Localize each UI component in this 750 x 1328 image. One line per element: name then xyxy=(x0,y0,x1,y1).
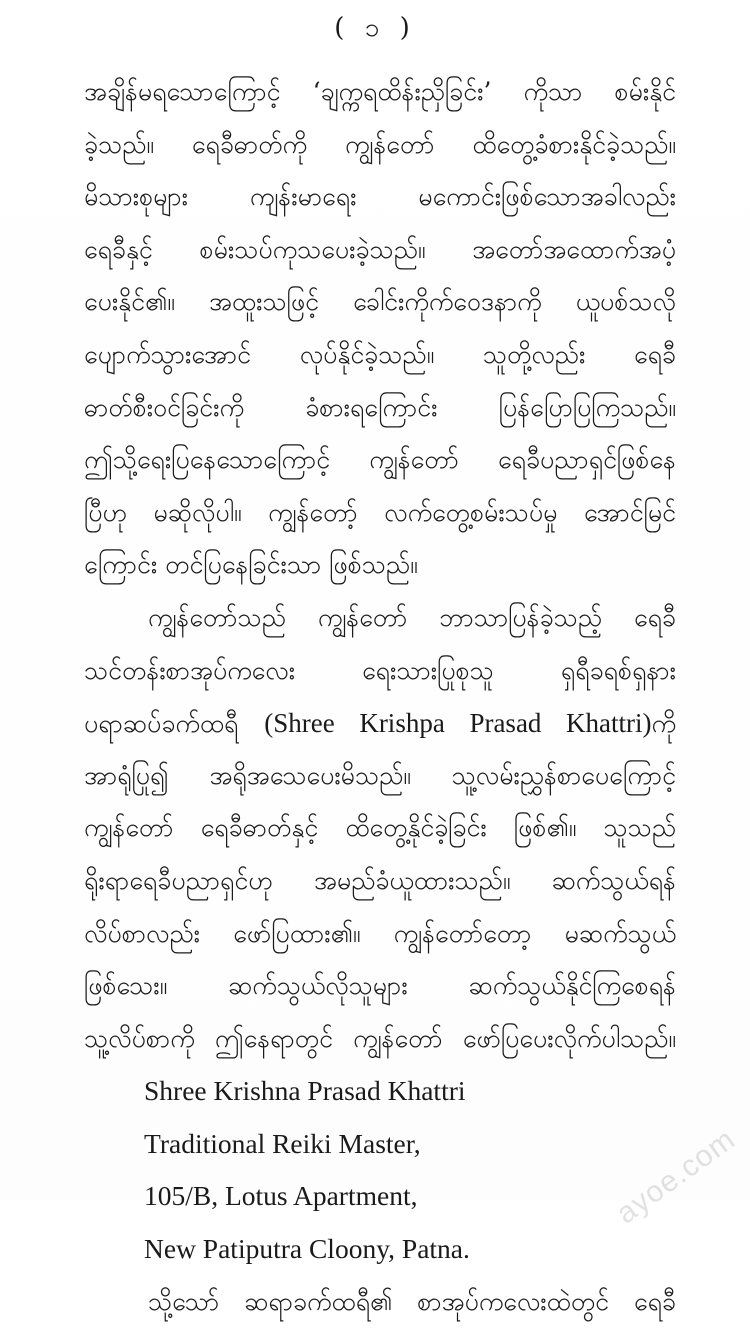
text-line: ကျွန်တော်သည် ကျွန်တော် ဘာသာပြန်ခဲ့သည့် ရေခီ xyxy=(148,602,676,632)
text-line: ရေခီနှင့် စမ်းသပ်ကုသပေးခဲ့သည်။ အတော်အထောက်အပံ့ xyxy=(84,234,676,264)
text-segment: ကို xyxy=(651,709,676,739)
text-line: သူ့လိပ်စာကို ဤနေရာတွင် ကျွန်တော် ဖော်ပြပေးလိုက်ပါသည်။ xyxy=(84,1023,676,1053)
text-line: ဓာတ်စီးဝင်ခြင်းကို ခံစားရကြောင်း ပြန်ပြောပြကြသည်။ xyxy=(84,392,676,422)
text-line: ကြောင်း တင်ပြနေခြင်းသာ ဖြစ်သည်။ xyxy=(84,550,418,580)
address-line: 105/B, Lotus Apartment, xyxy=(144,1180,418,1212)
text-line: သို့သော် ဆရာခက်ထရီ၏ စာအုပ်ကလေးထဲတွင် ရေခီ xyxy=(148,1286,676,1316)
author-name-latin: (Shree Krishpa Prasad Khattri) xyxy=(264,708,652,739)
address-line: Shree Krishna Prasad Khattri xyxy=(144,1075,466,1107)
text-segment: ပရာဆပ်ခက်ထရီ xyxy=(84,709,239,739)
text-line: ဤသို့ရေးပြနေသောကြောင့် ကျွန်တော် ရေခီပညာရှင်ဖြစ်နေ xyxy=(84,445,676,475)
watermark: ayoe.com xyxy=(610,1122,742,1231)
text-line: ကျွန်တော် ရေခီဓာတ်နှင့် ထိတွေ့နိုင်ခဲ့ခြင်း ဖြစ်၏။ သူသည် xyxy=(84,813,676,843)
page-number: ( ၁ ) xyxy=(334,13,416,43)
address-line: New Patiputra Cloony, Patna. xyxy=(144,1233,470,1265)
text-line: ရိုးရာရေခီပညာရှင်ဟု အမည်ခံယူထားသည်။ ဆက်သွယ်ရန် xyxy=(84,865,676,895)
text-line: မိသားစုများ ကျန်းမာရေး မကောင်းဖြစ်သောအခါလည်း xyxy=(84,182,676,212)
text-line: အာရုံပြု၍ အရိုအသေပေးမိသည်။ သူ့လမ်းညွှန်စာပေကြောင့် xyxy=(84,760,676,790)
address-line: Traditional Reiki Master, xyxy=(144,1127,421,1159)
text-line: ဖြစ်သေး။ ဆက်သွယ်လိုသူများ ဆက်သွယ်နိုင်ကြစေရန် xyxy=(84,971,676,1001)
text-line: အချိန်မရသောကြောင့် ‘ချက္ကရထိန်းညှိခြင်း’ ကိုသာ စမ်းနိုင် xyxy=(84,77,676,106)
text-line: ပြီဟု မဆိုလိုပါ။ ကျွန်တော့် လက်တွေ့စမ်းသပ်မှု အောင်မြင် xyxy=(84,497,676,527)
text-line: ခဲ့သည်။ ရေခီဓာတ်ကို ကျွန်တော် ထိတွေ့ခံစားနိုင်ခဲ့သည်။ xyxy=(84,129,676,159)
text-line-mixed xyxy=(84,697,676,750)
text-line: ပေးနိုင်၏။ အထူးသဖြင့် ခေါင်းကိုက်ဝေဒနာကို ယူပစ်သလို xyxy=(84,287,676,317)
body-text xyxy=(84,66,676,1328)
text-line: သင်တန်းစာအုပ်ကလေး ရေးသားပြုစုသူ ရှရီခရစ်ရှနား xyxy=(84,655,676,685)
text-line: ပျောက်သွားအောင် လုပ်နိုင်ခဲ့သည်။ သူတို့လည်း ရေခီ xyxy=(84,339,676,369)
text-line: လိပ်စာလည်း ဖော်ပြထား၏။ ကျွန်တော်တော့ မဆက်သွယ် xyxy=(84,918,676,948)
